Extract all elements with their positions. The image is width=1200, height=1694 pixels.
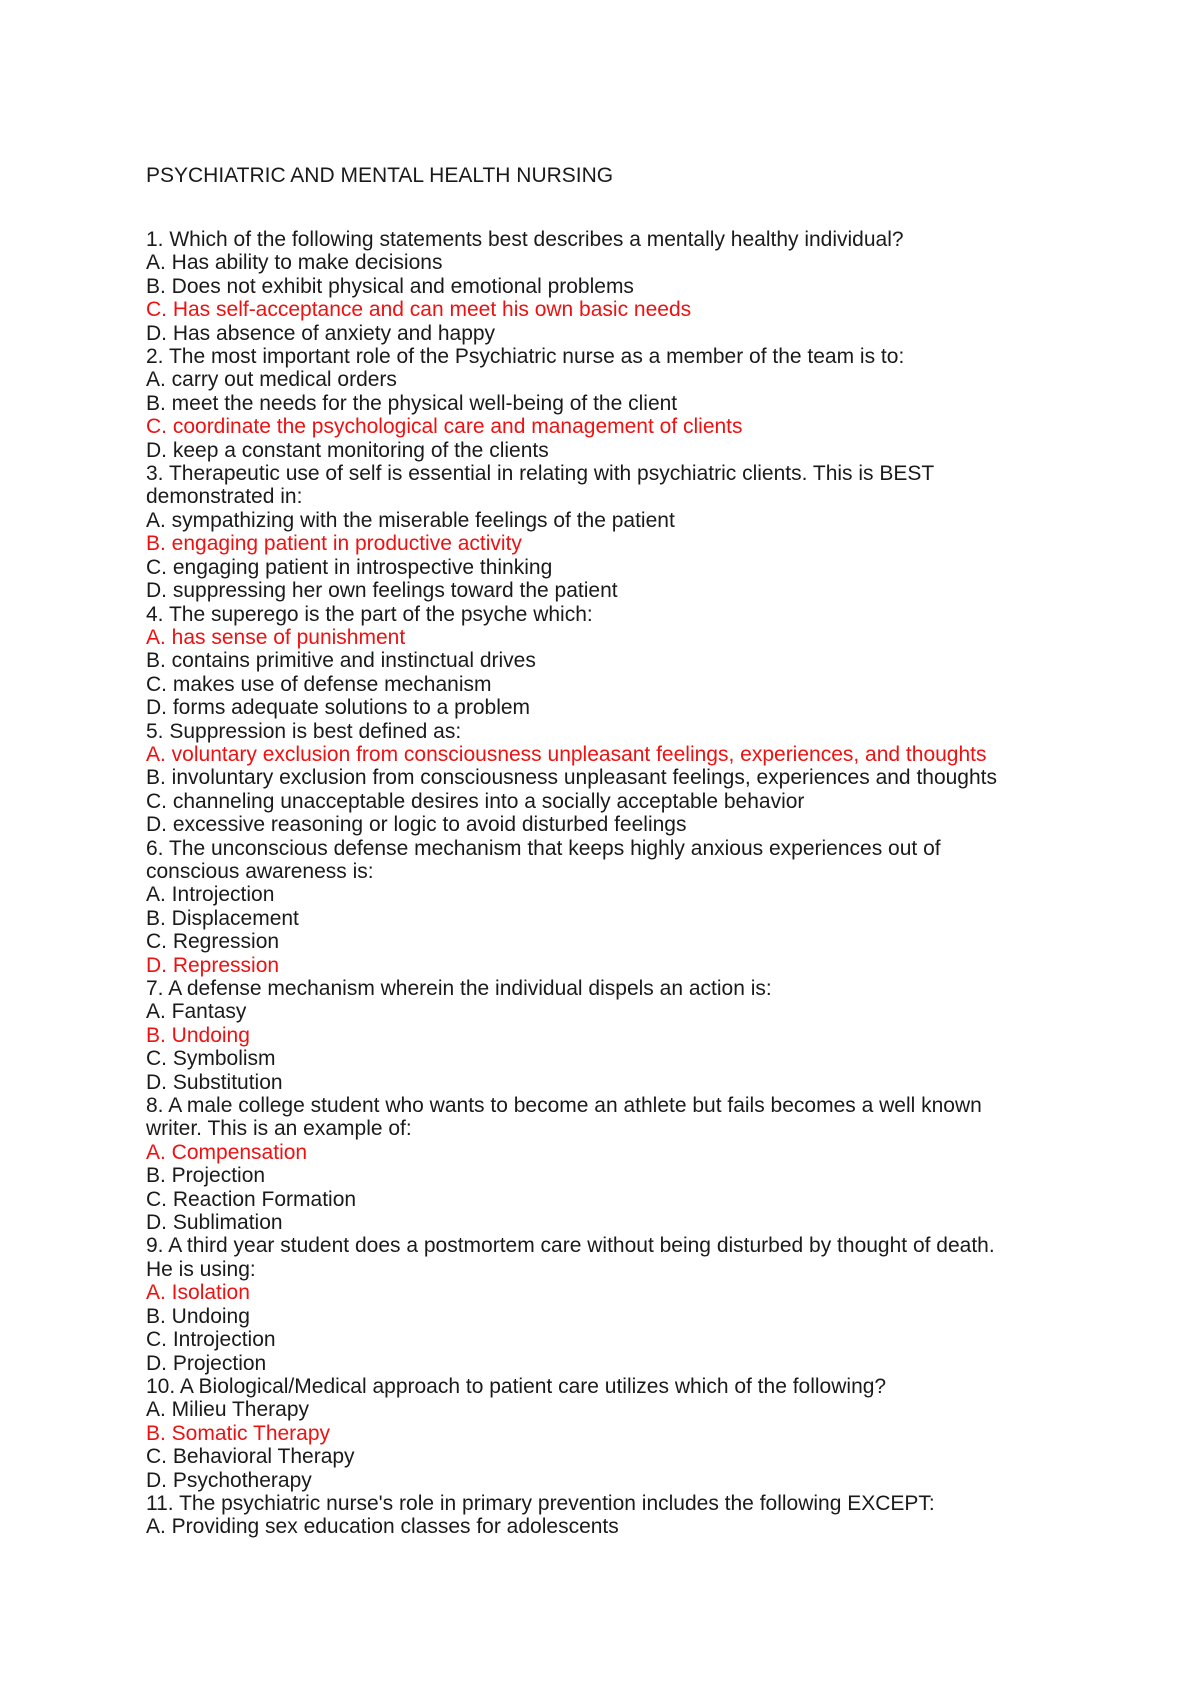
text-line: B. contains primitive and instinctual drives	[146, 649, 536, 673]
question-line: 10. A Biological/Medical approach to patient care utilizes which of the following?	[146, 1374, 887, 1398]
correct-answer-line: A. Isolation	[146, 1281, 250, 1305]
text-line: D. Has absence of anxiety and happy	[146, 321, 496, 345]
correct-answer-line: B. Undoing	[146, 1023, 250, 1047]
text-line: D. suppressing her own feelings toward the patient	[146, 579, 618, 603]
text-line: A. sympathizing with the miserable feelings of the patient	[146, 508, 675, 532]
text-line: D. Projection	[146, 1351, 267, 1375]
text-line: writer. This is an example of:	[146, 1117, 412, 1141]
question-list	[146, 228, 1076, 1539]
text-line: D. Substitution	[146, 1070, 283, 1094]
question-line: 4. The superego is the part of the psyche which:	[146, 602, 593, 626]
text-line: C. Regression	[146, 930, 280, 954]
correct-answer-line: A. Compensation	[146, 1140, 308, 1164]
text-line: A. Milieu Therapy	[146, 1398, 310, 1422]
text-line: C. Reaction Formation	[146, 1187, 357, 1211]
text-line: B. Projection	[146, 1164, 266, 1188]
correct-answer-line: C. coordinate the psychological care and management of clients	[146, 415, 743, 439]
question-line: 8. A male college student who wants to become an athlete but fails becomes a well known	[146, 1094, 982, 1118]
text-line: demonstrated in:	[146, 485, 303, 509]
text-line: C. makes use of defense mechanism	[146, 672, 492, 696]
text-line: A. carry out medical orders	[146, 368, 397, 392]
text-line: A. Fantasy	[146, 1000, 247, 1024]
question-line: 7. A defense mechanism wherein the individual dispels an action is:	[146, 977, 772, 1000]
question-line: 11. The psychiatric nurse's role in primary prevention includes the following EXCEPT:	[146, 1491, 935, 1515]
correct-answer-line: D. Repression	[146, 953, 280, 977]
text-line: C. Introjection	[146, 1328, 276, 1352]
text-line: B. meet the needs for the physical well-being of the client	[146, 391, 678, 415]
text-line: D. Sublimation	[146, 1211, 283, 1235]
text-line: C. channeling unacceptable desires into a socially acceptable behavior	[146, 789, 805, 813]
text-line: B. Undoing	[146, 1304, 250, 1328]
text-line: He is using:	[146, 1257, 256, 1281]
text-line: B. Displacement	[146, 906, 299, 930]
text-line: D. forms adequate solutions to a problem	[146, 696, 531, 720]
correct-answer-line: B. engaging patient in productive activity	[146, 532, 522, 556]
text-line: C. engaging patient in introspective thinking	[146, 555, 553, 579]
correct-answer-line: B. Somatic Therapy	[146, 1421, 331, 1445]
text-line: D. Psychotherapy	[146, 1468, 312, 1492]
question-line: 1. Which of the following statements best describes a mentally healthy individual?	[146, 228, 904, 251]
question-line: 3. Therapeutic use of self is essential in relating with psychiatric clients. This is BEST	[146, 462, 935, 486]
question-line: 6. The unconscious defense mechanism that keeps highly anxious experiences out of	[146, 836, 941, 860]
question-line: 5. Suppression is best defined as:	[146, 719, 462, 743]
text-line: B. involuntary exclusion from consciousness unpleasant feelings, experiences and thoughts	[146, 766, 998, 790]
correct-answer-line: A. has sense of punishment	[146, 625, 406, 649]
text-line: C. Behavioral Therapy	[146, 1445, 355, 1469]
document-title: PSYCHIATRIC AND MENTAL HEALTH NURSING	[146, 164, 614, 187]
text-line: A. Providing sex education classes for adolescents	[146, 1515, 619, 1539]
text-line: A. Introjection	[146, 883, 275, 907]
text-line: conscious awareness is:	[146, 859, 374, 883]
question-line: 2. The most important role of the Psychiatric nurse as a member of the team is to:	[146, 345, 905, 369]
text-line: D. keep a constant monitoring of the clients	[146, 438, 549, 462]
text-line: A. Has ability to make decisions	[146, 251, 443, 275]
text-line: B. Does not exhibit physical and emotional problems	[146, 274, 634, 298]
correct-answer-line: C. Has self-acceptance and can meet his own basic needs	[146, 298, 692, 322]
correct-answer-line: A. voluntary exclusion from consciousness unpleasant feelings, experiences, and thoughts	[146, 742, 987, 766]
text-line: C. Symbolism	[146, 1047, 276, 1071]
question-line: 9. A third year student does a postmortem care without being disturbed by thought of death.	[146, 1234, 995, 1258]
text-line: D. excessive reasoning or logic to avoid disturbed feelings	[146, 813, 687, 837]
